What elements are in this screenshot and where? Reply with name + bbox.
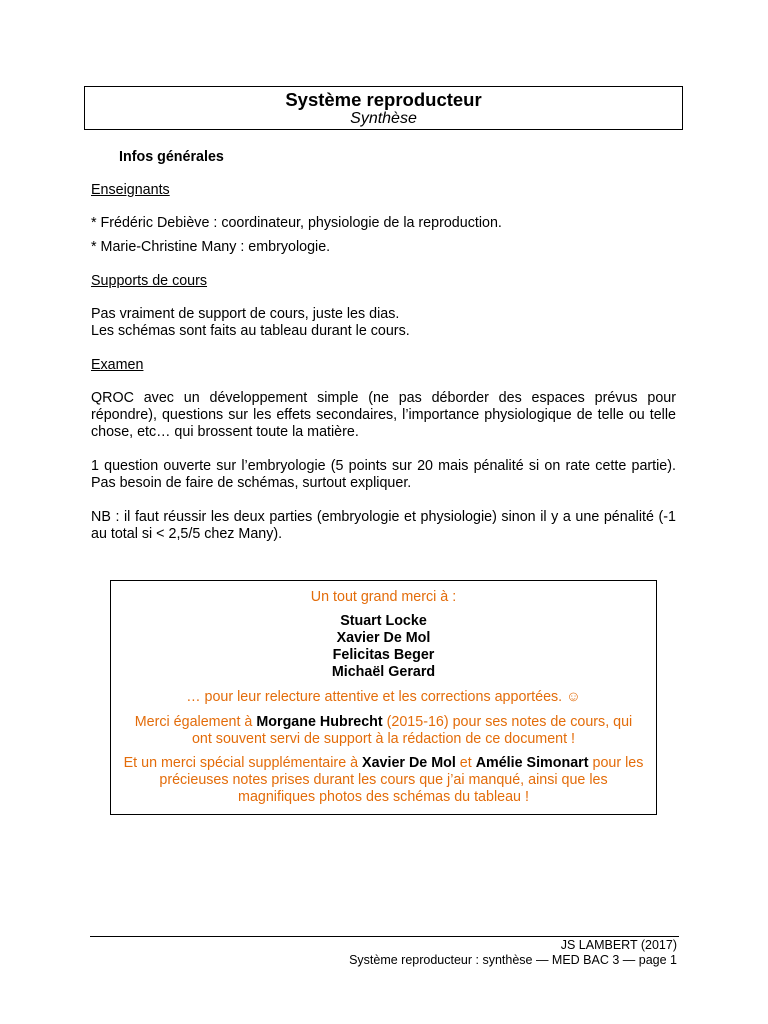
enseignants-heading: Enseignants <box>91 182 170 198</box>
thanks-names <box>111 613 656 681</box>
examen-paragraph: QROC avec un développement simple (ne pas déborder des espaces prévus pour répondre), questions sur les effets secondaires, l’importance physiologique de telle ou telle chose, etc… qui brossent toute la matière. <box>91 390 676 440</box>
supports-line: Pas vraiment de support de cours, juste les dias. <box>91 306 400 322</box>
thanks-relecture: … pour leur relecture attentive et les corrections apportées. ☺ <box>186 689 581 705</box>
supports-line: Les schémas sont faits au tableau durant le cours. <box>91 323 410 339</box>
enseignant-item: * Marie-Christine Many : embryologie. <box>91 239 331 255</box>
footer-course-line: Système reproducteur : synthèse — MED BAC 3 — page 1 <box>349 953 677 967</box>
special-suffix: pour les précieuses notes prises durant les cours que j’ai manqué, ainsi que les magnifiques photos des schémas du tableau ! <box>159 755 644 805</box>
document-subtitle: Synthèse <box>350 110 417 127</box>
thanks-name: Xavier De Mol <box>336 630 431 646</box>
special-mid: et <box>455 755 476 771</box>
merci-suffix: (2015-16) pour ses notes de cours, qui ont souvent servi de support à la rédaction de ce document ! <box>191 714 633 747</box>
examen-heading: Examen <box>91 357 144 373</box>
enseignant-item: * Frédéric Debiève : coordinateur, physiologie de la reproduction. <box>91 215 502 231</box>
merci-name: Morgane Hubrecht <box>256 714 383 730</box>
merci-prefix: Merci également à <box>134 714 257 730</box>
infos-generales-heading: Infos générales <box>119 149 224 165</box>
thanks-special-paragraph <box>111 755 656 806</box>
title-box <box>84 86 683 130</box>
footer-author: JS LAMBERT (2017) <box>560 938 677 952</box>
special-prefix: Et un merci spécial supplémentaire à <box>123 755 363 771</box>
examen-paragraph: NB : il faut réussir les deux parties (embryologie et physiologie) sinon il y a une pénalité (-1 au total si < 2,5/5 chez Many). <box>91 509 676 542</box>
thanks-intro: Un tout grand merci à : <box>310 589 457 605</box>
thanks-name: Michaël Gerard <box>331 664 436 680</box>
thanks-name: Felicitas Beger <box>332 647 435 663</box>
special-name-2: Amélie Simonart <box>475 755 589 771</box>
special-name-1: Xavier De Mol <box>362 755 456 771</box>
document-title: Système reproducteur <box>285 89 482 110</box>
examen-paragraph: 1 question ouverte sur l’embryologie (5 points sur 20 mais pénalité si on rate cette partie). Pas besoin de faire de schémas, surtout expliquer. <box>91 458 676 491</box>
supports-heading: Supports de cours <box>91 273 208 289</box>
thanks-merci-paragraph <box>111 714 656 748</box>
footer-rule <box>90 936 679 937</box>
thanks-box <box>110 580 657 815</box>
thanks-name: Stuart Locke <box>340 613 427 629</box>
